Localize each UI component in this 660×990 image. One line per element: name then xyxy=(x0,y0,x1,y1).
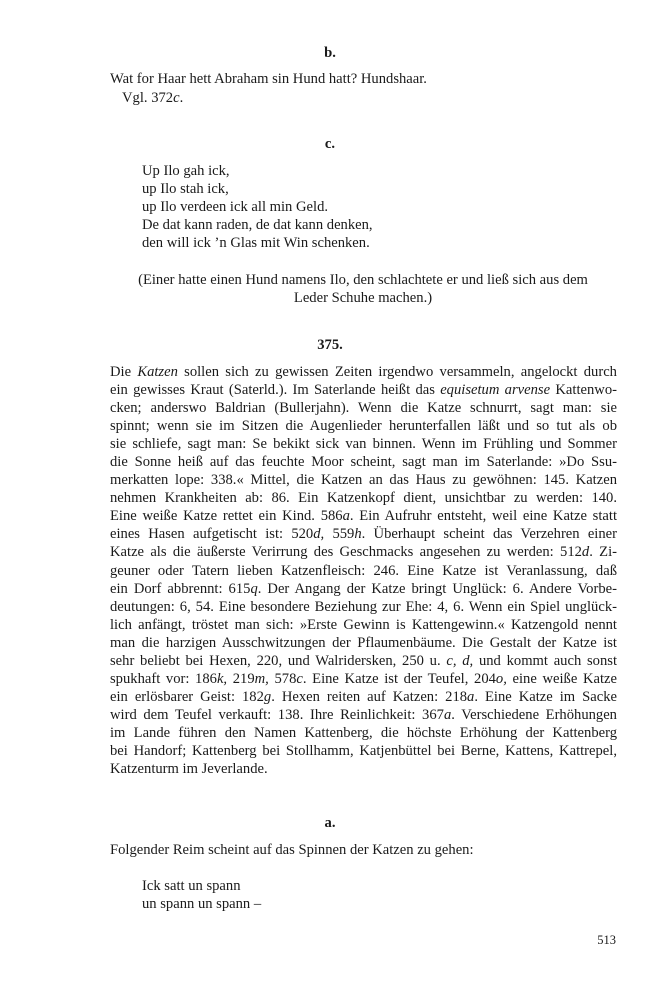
text-run: Die xyxy=(110,364,138,380)
paragraph-line xyxy=(110,580,617,598)
page-number: 513 xyxy=(597,933,616,947)
italic-run: h xyxy=(354,526,362,543)
italic-run: g xyxy=(263,688,272,705)
paragraph-line xyxy=(110,760,617,778)
text-run: Kattenwo- xyxy=(550,382,617,399)
text-run: sehr beliebt bei Hexen, 220, und Walridersken, 250 u. xyxy=(110,652,447,669)
text-run: . Eine Katze im Sacke xyxy=(474,688,617,705)
text-run: 578 xyxy=(268,670,297,687)
italic-run: Katzen xyxy=(137,364,178,380)
paragraph-line xyxy=(110,453,617,471)
text-run: . Hexen reiten auf Katzen: 218 xyxy=(271,688,468,705)
verse-line: den will ick ’n Glas mit Win schenken. xyxy=(142,235,370,251)
paragraph-line xyxy=(110,435,617,453)
text-run: deutungen: 6, 54. Eine besondere Beziehung zur Ehe: 4, 6. Wenn ein Spiel unglück- xyxy=(110,598,617,615)
paragraph-line xyxy=(110,598,617,616)
text-run: . Der Angang der Katze bringt Unglück: 6. Andere Vorbe- xyxy=(257,580,617,597)
paragraph-line xyxy=(110,507,617,525)
text-run: die Sonne heiß auf das feuchte Moor scheint, sagt man im Saterlande: »Do Ssu- xyxy=(110,454,617,471)
text-run: eines Hasen aufgetischt ist: 520 xyxy=(110,526,314,543)
paragraph-line xyxy=(110,363,617,381)
section-heading-375: 375. xyxy=(317,337,343,353)
italic-run: c xyxy=(296,670,303,687)
paragraph-line xyxy=(110,652,617,670)
verse-line: De dat kann raden, de dat kann denken, xyxy=(142,217,373,233)
italic-run: a xyxy=(342,508,350,525)
paragraph-line xyxy=(110,706,617,724)
text-run: merkatten lope: 338.« Mittel, die Katzen an das Haus zu gewöhnen: 145. Katzen xyxy=(110,472,617,489)
text-run: Eine weiße Katze rettet ein Kind. 586 xyxy=(110,508,343,525)
text-run: eine weiße Katze xyxy=(506,670,617,687)
text-run: sollen sich zu gewissen Zeiten irgendwo versammeln, angelockt durch xyxy=(177,364,617,380)
paragraph-line xyxy=(110,742,617,760)
paragraph-line xyxy=(110,670,617,688)
explanatory-note-line: (Einer hatte einen Hund namens Ilo, den schlachtete er und ließ sich aus dem xyxy=(138,272,588,288)
riddle-line: Wat for Haar hett Abraham sin Hund hatt? Hundshaar. xyxy=(110,71,427,87)
text-run: . Ein Aufruhr entsteht, weil eine Katze statt xyxy=(349,508,617,525)
text-run: sie schliefe, sagt man: Se bekikt sick van binnen. Wenn im Frühling und Sommer xyxy=(110,436,617,453)
text-run: ein gewisses Kraut (Saterld.). Im Saterlande heißt das xyxy=(110,382,441,399)
verse-line: up Ilo verdeen ick all min Geld. xyxy=(142,199,329,215)
italic-run: a xyxy=(467,688,475,705)
text-run: 219 xyxy=(227,670,255,687)
paragraph-line xyxy=(110,489,617,507)
text-run: Katze als die äußerste Verirrung des Geschmacks angesehen zu werden: 512 xyxy=(110,544,582,561)
explanatory-note-line: Leder Schuhe machen.) xyxy=(293,290,433,306)
paragraph-line xyxy=(110,688,617,706)
italic-run: k, xyxy=(216,670,228,687)
body-paragraph xyxy=(110,363,617,778)
text-run: nehmen Krankheiten ab: 86. Ein Katzenkopf dient, unsichtbar zu werden: 140. xyxy=(110,490,617,507)
text-run: bei Handorf; Kattenberg bei Stollhamm, Katjenbüttel bei Berne, Kattens, Kattrepel, xyxy=(110,742,617,759)
verse-line: up Ilo stah ick, xyxy=(142,181,229,197)
section-heading-b: b. xyxy=(324,45,336,61)
text-run: Katzenturm im Jeverlande. xyxy=(110,761,268,778)
text-run: geuner oder Tatern lieben Katzenfleisch: 246. Eine Katze ist Veranlassung, daß xyxy=(110,562,617,579)
intro-line: Folgender Reim scheint auf das Spinnen der Katzen zu gehen: xyxy=(110,842,474,858)
paragraph-line xyxy=(110,616,617,634)
paragraph-line xyxy=(110,381,617,399)
verse-line: Ick satt un spann xyxy=(142,878,241,894)
text-run: . Verschiedene Erhöhungen xyxy=(451,706,617,723)
paragraph-line xyxy=(110,724,617,742)
paragraph-line xyxy=(110,543,617,561)
paragraph-line xyxy=(110,471,617,489)
text-run: . Zi- xyxy=(589,544,617,561)
italic-run: o, xyxy=(495,670,507,687)
italic-run: a xyxy=(443,706,452,723)
text-run: lich anfängt, tröstet man sich: »Erste Gewinn is Kattengewinn.« Katzengold nennt xyxy=(110,616,617,633)
italic-run: m, xyxy=(254,670,269,687)
italic-run: q xyxy=(250,580,258,597)
text-run: ein erlösbarer Geist: 182 xyxy=(110,688,264,705)
section-heading-a: a. xyxy=(324,815,336,831)
text-run: 559 xyxy=(324,526,355,543)
italic-run: c, d, xyxy=(446,652,474,669)
verse-line: un spann un spann – xyxy=(142,896,262,912)
italic-run: equisetum arvense xyxy=(440,382,551,399)
section-heading-c: c. xyxy=(324,136,336,152)
italic-run: d, xyxy=(313,526,325,543)
text-run: man die harzigen Ausschwitzungen der Pflaumenbäume. Die Gestalt der Katze ist xyxy=(110,634,617,651)
paragraph-line xyxy=(110,525,617,543)
paragraph-line xyxy=(110,634,617,652)
text-run: und kommt auch sonst xyxy=(473,652,617,669)
text-run: . Überhaupt scheint das Verzehren einer xyxy=(361,526,617,543)
text-run: ein Dorf abbrennt: 615 xyxy=(110,580,251,597)
cross-reference: Vgl. 372c. xyxy=(122,90,184,106)
text-run: wird dem Teufel verkauft: 138. Ihre Reinlichkeit: 367 xyxy=(110,706,444,723)
paragraph-line xyxy=(110,562,617,580)
text-run: . Eine Katze ist der Teufel, 204 xyxy=(302,670,496,687)
italic-run: d xyxy=(581,544,590,561)
verse-line: Up Ilo gah ick, xyxy=(142,163,230,179)
text-run: im Lande führen den Namen Kattenberg, die höchste Erhöhung der Kattenberg xyxy=(110,724,617,741)
text-run: cken; anderswo Baldrian (Bullerjahn). Wenn die Katze schnurrt, sagt man: sie xyxy=(110,400,617,417)
text-run: spukhaft vor: 186 xyxy=(110,670,217,687)
paragraph-line xyxy=(110,417,617,435)
text-run: spinnt; wenn sie im Sitzen die Augenlieder herunterfallen läßt und so tut als ob xyxy=(110,418,617,435)
paragraph-line xyxy=(110,399,617,417)
